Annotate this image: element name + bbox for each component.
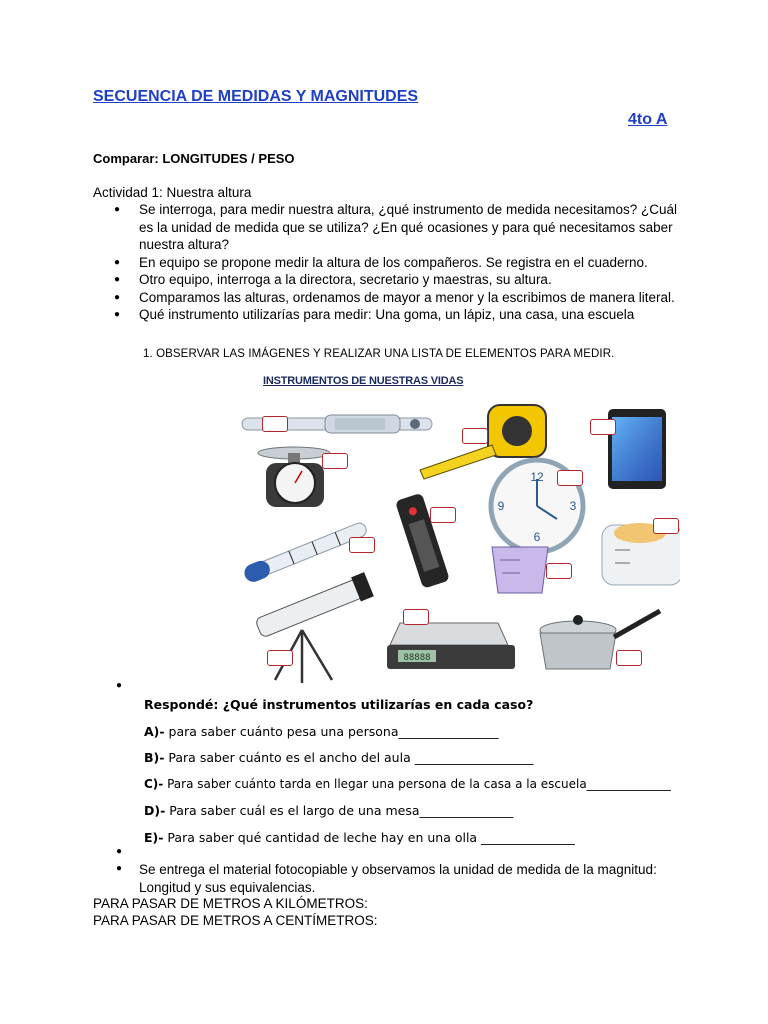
material-text: Se entrega el material fotocopiable y observamos la unidad de medida de la magnitud: Longitud y sus equivalencias. — [139, 862, 657, 895]
question-c — [144, 777, 671, 791]
question-letter: B)- — [144, 750, 165, 765]
answer-box[interactable] — [546, 563, 572, 579]
measuring-cup-icon — [492, 547, 548, 593]
question-b — [144, 750, 533, 765]
scale-display-text: 88888 — [403, 653, 431, 663]
image-title: INSTRUMENTOS DE NUESTRAS VIDAS — [263, 375, 464, 387]
clock-number: 3 — [569, 499, 577, 513]
answer-box[interactable] — [590, 419, 616, 435]
telescope-icon — [254, 572, 374, 683]
saucepan-icon — [540, 611, 660, 669]
question-a — [144, 724, 498, 739]
document-title: SECUENCIA DE MEDIDAS Y MAGNITUDES — [93, 88, 419, 105]
answer-box[interactable] — [557, 470, 583, 486]
question-d — [144, 803, 513, 818]
question-letter: D)- — [144, 803, 166, 818]
activity-title: Actividad 1: Nuestra altura — [93, 185, 252, 200]
conversion-cm-label: PARA PASAR DE METROS A CENTÍMETROS: — [93, 913, 378, 928]
question-text: Para saber qué cantidad de leche hay en una olla _______________ — [163, 830, 575, 845]
answer-box[interactable] — [462, 428, 488, 444]
list-item: ● Comparamos las alturas, ordenamos de mayor a menor y la escribimos de manera literal. — [93, 289, 693, 307]
question-letter: E)- — [144, 830, 164, 845]
question-text: Para saber cuánto tarda en llegar una persona de la casa a la escuela______________ — [163, 777, 671, 791]
clock-number: 9 — [497, 499, 505, 513]
activity-list — [93, 201, 693, 324]
answer-box[interactable] — [430, 507, 456, 523]
questions-heading: Respondé: ¿Qué instrumentos utilizarías en cada caso? — [144, 697, 534, 712]
list-item: ● Qué instrumento utilizarías para medir: Una goma, un lápiz, una casa, una escuela — [93, 306, 693, 324]
question-letter: A)- — [144, 724, 165, 739]
clock-number: 12 — [530, 470, 544, 484]
numbered-instruction: 1. OBSERVAR LAS IMÁGENES Y REALIZAR UNA LISTA DE ELEMENTOS PARA MEDIR. — [143, 348, 615, 360]
answer-box[interactable] — [403, 609, 429, 625]
kitchen-scale-icon — [258, 447, 330, 507]
smartphone-icon — [608, 409, 666, 489]
question-text: para saber cuánto pesa una persona________________ — [164, 724, 499, 739]
clock-number: 6 — [533, 530, 541, 544]
question-e — [144, 830, 575, 845]
grade-label: 4to A — [628, 111, 668, 128]
answer-box[interactable] — [653, 518, 679, 534]
answer-box[interactable] — [267, 650, 293, 666]
instruments-illustration — [230, 395, 680, 685]
answer-box[interactable] — [349, 537, 375, 553]
bullet: ● — [116, 680, 123, 691]
list-item: ● En equipo se propone medir la altura de los compañeros. Se registra en el cuaderno. — [93, 254, 693, 272]
question-text: Para saber cuánto es el ancho del aula ___________________ — [164, 750, 534, 765]
question-text: Para saber cuál es el largo de una mesa_______________ — [165, 803, 514, 818]
answer-box[interactable] — [616, 650, 642, 666]
bullet: ● — [116, 863, 123, 874]
list-item: ● Se interroga, para medir nuestra altura, ¿qué instrumento de medida necesitamos? ¿Cuál es la unidad de medida que se utiliza? ¿En qué ocasiones y para qué necesitamos saber nuestra altura? — [93, 201, 693, 254]
digital-scale-icon — [387, 623, 515, 669]
bullet: ● — [116, 846, 123, 857]
conversion-km-label: PARA PASAR DE METROS A KILÓMETROS: — [93, 896, 368, 911]
answer-box[interactable] — [262, 416, 288, 432]
question-letter: C)- — [144, 777, 164, 791]
list-item: ● Otro equipo, interroga a la directora, secretario y maestras, su altura. — [93, 271, 693, 289]
subtitle: Comparar: LONGITUDES / PESO — [93, 151, 295, 166]
answer-box[interactable] — [322, 453, 348, 469]
